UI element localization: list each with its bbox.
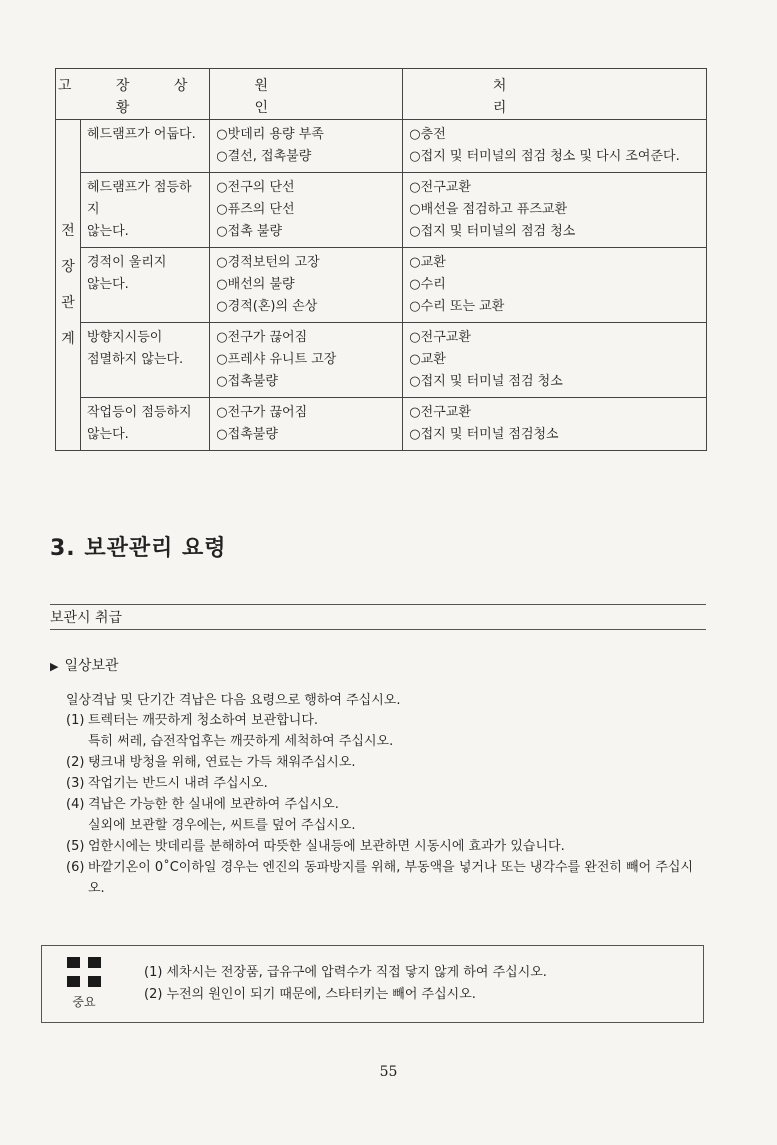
- cause-cell: [210, 248, 403, 323]
- situation-line: 않는다.: [87, 427, 129, 442]
- category-cell: [56, 120, 81, 451]
- category-char: 전: [61, 223, 75, 239]
- action-line: ○충전: [409, 127, 446, 142]
- step-line: 트렉터는 깨끗하게 청소하여 보관합니다.: [88, 713, 319, 728]
- step-number: (6): [66, 860, 85, 875]
- header-cause: 원 인: [210, 69, 403, 120]
- step-number: (3): [66, 776, 85, 791]
- cause-line: ○경적보턴의 고장: [216, 255, 320, 270]
- action-line: ○배선을 점검하고 퓨즈교환: [409, 202, 568, 217]
- step-text: [88, 836, 706, 857]
- cause-line: ○배선의 불량: [216, 277, 295, 292]
- notice-line: (1) 세차시는 전장품, 급유구에 압력수가 직접 닿지 않게 하여 주십시오.: [144, 965, 547, 980]
- cause-line: ○밧데리 용량 부족: [216, 127, 324, 142]
- step-text: [88, 752, 706, 773]
- notice-line: (2) 누전의 원인이 되기 때문에, 스타터키는 빼어 주십시오.: [144, 987, 476, 1002]
- header-action: 처 리: [403, 69, 707, 120]
- action-line: ○전구교환: [409, 180, 471, 195]
- list-item: [66, 710, 706, 752]
- situation-line: 않는다.: [87, 224, 129, 239]
- important-cross-icon: [67, 957, 101, 987]
- cause-cell: [210, 398, 403, 451]
- situation-line: 경적이 울리지: [87, 255, 167, 270]
- cause-line: ○경적(혼)의 손상: [216, 299, 318, 314]
- action-cell: [403, 398, 707, 451]
- important-notice-box: [41, 945, 704, 1023]
- step-line: 엄한시에는 밧데리를 분해하여 따뜻한 실내등에 보관하면 시동시에 효과가 있습니다.: [88, 839, 565, 854]
- important-label: 중요: [72, 995, 96, 1009]
- daily-storage-heading: [50, 655, 119, 675]
- step-text: [88, 794, 706, 836]
- action-line: ○접지 및 터미널 점검청소: [409, 427, 559, 442]
- category-char: 장: [61, 259, 75, 275]
- daily-storage-label: 일상보관: [64, 658, 119, 674]
- action-cell: [403, 248, 707, 323]
- list-item: [66, 752, 706, 773]
- cause-cell: [210, 323, 403, 398]
- action-line: ○전구교환: [409, 405, 471, 420]
- step-number: (5): [66, 839, 85, 854]
- situation-line: 않는다.: [87, 277, 129, 292]
- action-line: ○수리: [409, 277, 446, 292]
- step-line: 특히 써레, 습전작업후는 깨끗하게 세척하여 주십시오.: [88, 734, 394, 749]
- cause-line: ○퓨즈의 단선: [216, 202, 295, 217]
- step-number: (4): [66, 797, 85, 812]
- step-text: [88, 710, 706, 752]
- action-line: ○교환: [409, 255, 446, 270]
- step-line: 실외에 보관할 경우에는, 씨트를 덮어 주십시오.: [88, 818, 356, 833]
- situation-cell: [81, 398, 210, 451]
- action-line: ○수리 또는 교환: [409, 299, 505, 314]
- cause-cell: [210, 120, 403, 173]
- cause-line: ○전구의 단선: [216, 180, 295, 195]
- important-badge: [64, 957, 104, 1010]
- cause-line: ○프레샤 유니트 고장: [216, 352, 337, 367]
- action-cell: [403, 173, 707, 248]
- table-row: [56, 323, 707, 398]
- cause-line: ○전구가 끊어짐: [216, 405, 308, 420]
- step-line: 바깥기온이 0˚C이하일 경우는 엔진의 동파방지를 위해, 부동액을 넣거나 또는 냉각수를 완전히 빼어 주십시오.: [88, 860, 694, 896]
- situation-cell: [81, 323, 210, 398]
- table-row: [56, 120, 707, 173]
- action-line: ○접지 및 터미널의 점검 청소 및 다시 조여준다.: [409, 149, 680, 164]
- action-line: ○접지 및 터미널의 점검 청소: [409, 224, 576, 239]
- situation-line: 헤드램프가 점등하지: [87, 180, 192, 217]
- action-cell: [403, 323, 707, 398]
- cause-line: ○전구가 끊어짐: [216, 330, 308, 345]
- action-cell: [403, 120, 707, 173]
- page-number: 55: [379, 1064, 398, 1080]
- table-row: [56, 248, 707, 323]
- list-item: [66, 794, 706, 836]
- situation-cell: [81, 173, 210, 248]
- table-row: [56, 398, 707, 451]
- step-line: 탱크내 방청을 위해, 연료는 가득 채워주십시오.: [88, 755, 356, 770]
- situation-line: 헤드램프가 어둡다.: [87, 127, 196, 142]
- step-line: 작업기는 반드시 내려 주십시오.: [88, 776, 268, 791]
- situation-line: 방향지시등이: [87, 330, 163, 345]
- list-item: [66, 773, 706, 794]
- troubleshooting-table: [55, 68, 707, 451]
- action-line: ○전구교환: [409, 330, 471, 345]
- action-line: ○교환: [409, 352, 446, 367]
- situation-cell: [81, 248, 210, 323]
- header-situation: 고 장 상 황: [56, 69, 210, 120]
- cause-line: ○접촉 불량: [216, 224, 283, 239]
- step-number: (2): [66, 755, 85, 770]
- step-line: 격납은 가능한 한 실내에 보관하여 주십시오.: [88, 797, 339, 812]
- storage-handling-subheading: 보관시 취급: [50, 604, 706, 630]
- cause-cell: [210, 173, 403, 248]
- notice-lines: [144, 962, 547, 1006]
- action-line: ○접지 및 터미널 점검 청소: [409, 374, 563, 389]
- cause-line: ○접촉불량: [216, 374, 278, 389]
- step-text: [88, 857, 706, 899]
- list-item: [66, 836, 706, 857]
- situation-cell: [81, 120, 210, 173]
- situation-line: 점멸하지 않는다.: [87, 352, 184, 367]
- cause-line: ○접촉불량: [216, 427, 278, 442]
- cause-line: ○결선, 접촉불량: [216, 149, 312, 164]
- triangle-bullet-icon: ▶: [50, 660, 59, 673]
- storage-steps-list: [66, 710, 706, 899]
- list-item: [66, 857, 706, 899]
- table-row: [56, 173, 707, 248]
- storage-intro: 일상격납 및 단기간 격납은 다음 요령으로 행하여 주십시오.: [66, 693, 401, 708]
- step-number: (1): [66, 713, 85, 728]
- table-body: [56, 120, 707, 451]
- table-header-row: [56, 69, 707, 120]
- category-char: 관: [61, 295, 75, 311]
- category-char: 계: [61, 331, 75, 347]
- section-title: 3. 보관관리 요령: [50, 536, 227, 561]
- situation-line: 작업등이 점등하지: [87, 405, 192, 420]
- step-text: [88, 773, 706, 794]
